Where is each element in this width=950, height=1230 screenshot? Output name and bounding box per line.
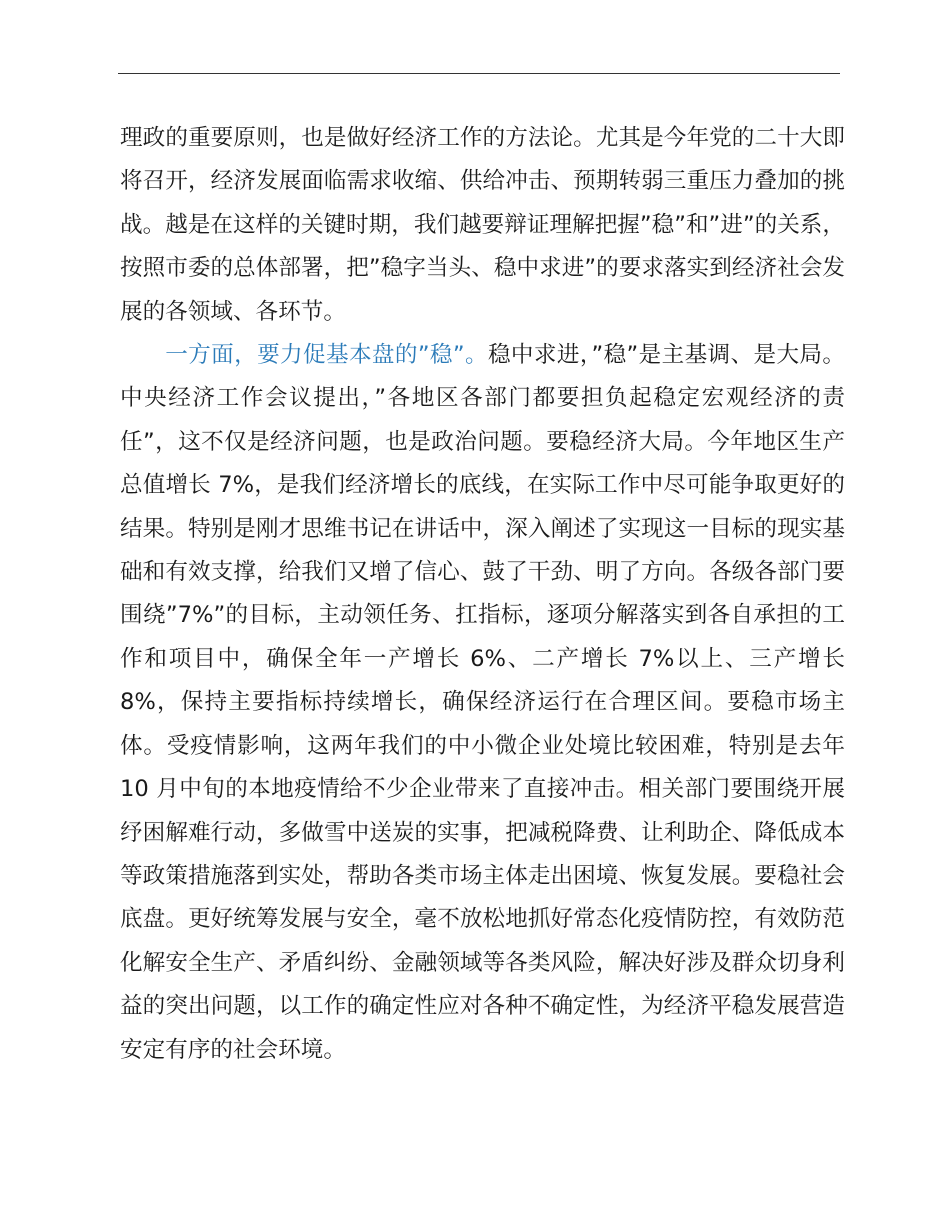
header-rule (118, 73, 840, 74)
paragraph-stability (120, 334, 845, 1072)
paragraph-text: 稳中求进，”稳”是主基调、是大局。中央经济工作会议提出，”各地区各部门都要担负起稳定宏观经济的责任”，这不仅是经济问题，也是政治问题。要稳经济大局。今年地区生产总值增长 7%，是我们经济增长的底线，在实际工作中尽可能争取更好的结果。特别是刚才思维书记在讲话中，深入阐述了实现这一目标的现实基础和有效支撑，给我们又增了信心、鼓了干劲、明了方向。各级各部门要围绕”7%”的目标，主动领任务、扛指标，逐项分解落实到各自承担的工作和项目中，确保全年一产增长 6%、二产增长 7%以上、三产增长 8%，保持主要指标持续增长，确保经济运行在合理区间。要稳市场主体。受疫情影响，这两年我们的中小微企业处境比较困难，特别是去年 10 月中旬的本地疫情给不少企业带来了直接冲击。相关部门要围绕开展纾困解难行动，多做雪中送炭的实事，把减税降费、让利助企、降低成本等政策措施落到实处，帮助各类市场主体走出困境、恢复发展。要稳社会底盘。更好统筹发展与安全，毫不放松地抓好常态化疫情防控，有效防范化解安全生产、矛盾纠纷、金融领域等各类风险，解决好涉及群众切身利益的突出问题，以工作的确定性应对各种不确定性，为经济平稳发展营造安定有序的社会环境。 (120, 342, 845, 1063)
paragraph-continued (120, 117, 845, 334)
document-body (120, 117, 845, 1072)
paragraph-text: 理政的重要原则，也是做好经济工作的方法论。尤其是今年党的二十大即将召开，经济发展面临需求收缩、供给冲击、预期转弱三重压力叠加的挑战。越是在这样的关键时期，我们越要辩证理解把握”稳”和”进”的关系，按照市委的总体部署，把”稳字当头、稳中求进”的要求落实到经济社会发展的各领域、各环节。 (120, 125, 845, 325)
paragraph-heading: 一方面，要力促基本盘的”稳”。 (165, 342, 488, 369)
